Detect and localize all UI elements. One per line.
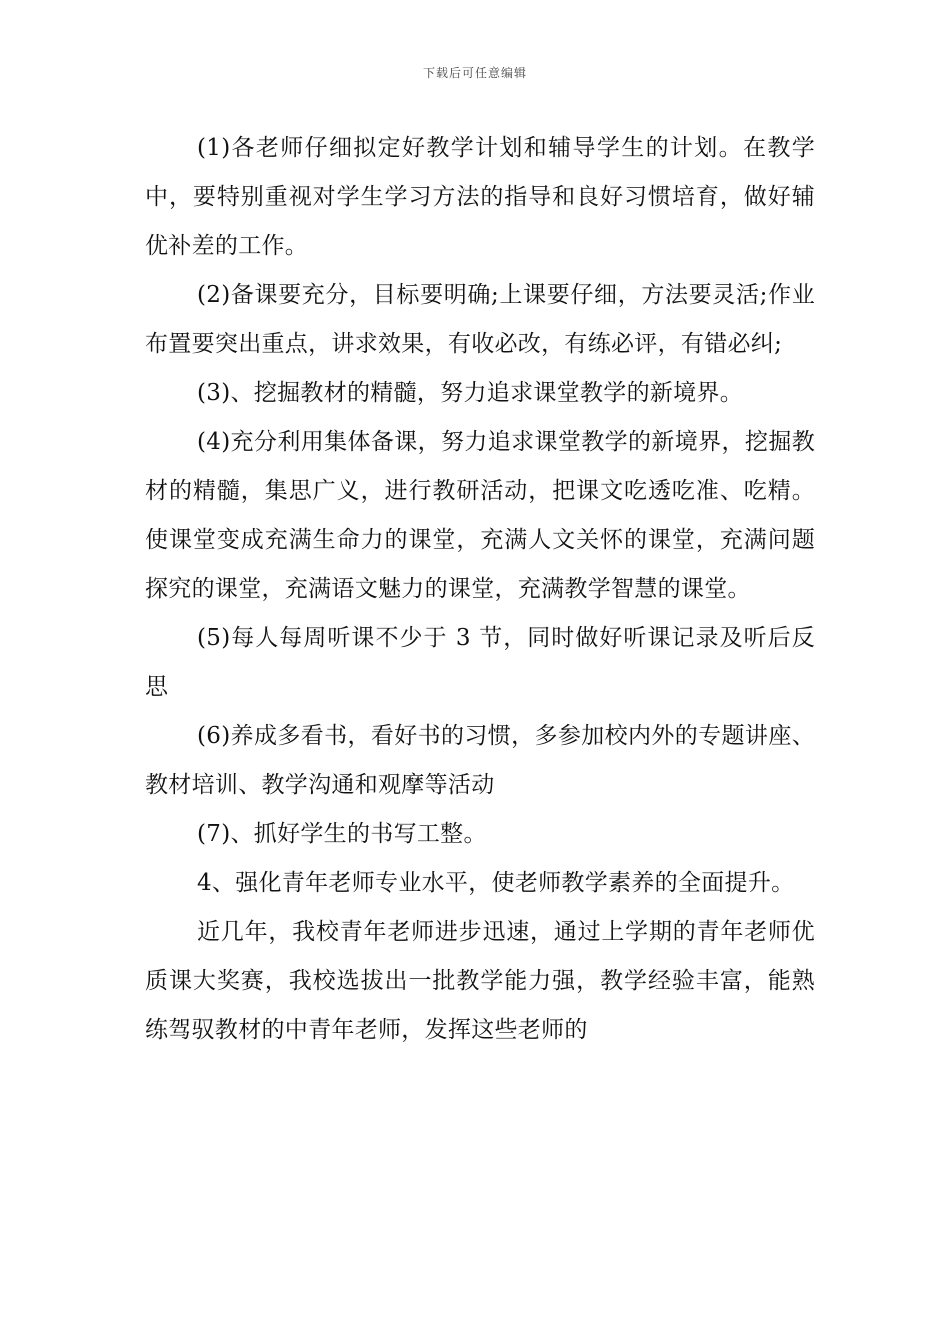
paragraph-5: (5)每人每周听课不少于 3 节，同时做好听课记录及听后反思 [145,625,815,700]
paragraph-4: (4)充分利用集体备课，努力追求课堂教学的新境界，挖掘教材的精髓，集思广义，进行教研活动，把课文吃透吃准、吃精。使课堂变成充满生命力的课堂，充满人文关怀的课堂，充满问题探究的课堂，充满语文魅力的课堂，充满教学智慧的课堂。 [145,429,815,602]
paragraph-7: (7)、抓好学生的书写工整。 [197,821,487,847]
paragraph-8: 4、强化青年老师专业水平，使老师教学素养的全面提升。 [197,870,795,896]
paragraph-2: (2)备课要充分，目标要明确;上课要仔细，方法要灵活;作业布置要突出重点，讲求效果，有收必改，有练必评，有错必纠; [145,282,815,357]
paragraph-1: (1)各老师仔细拟定好教学计划和辅导学生的计划。在教学中，要特别重视对学生学习方法的指导和良好习惯培育，做好辅优补差的工作。 [145,135,815,259]
paragraph-6: (6)养成多看书，看好书的习惯，多参加校内外的专题讲座、教材培训、教学沟通和观摩等活动 [145,723,815,798]
paragraph-9: 近几年，我校青年老师进步迅速，通过上学期的青年老师优质课大奖赛，我校选拔出一批教学能力强，教学经验丰富，能熟练驾驭教材的中青年老师，发挥这些老师的 [145,919,815,1043]
paragraph-3: (3)、挖掘教材的精髓，努力追求课堂教学的新境界。 [197,380,744,406]
document-body [145,124,815,1055]
page-header-note: 下载后可任意编辑 [422,66,527,80]
